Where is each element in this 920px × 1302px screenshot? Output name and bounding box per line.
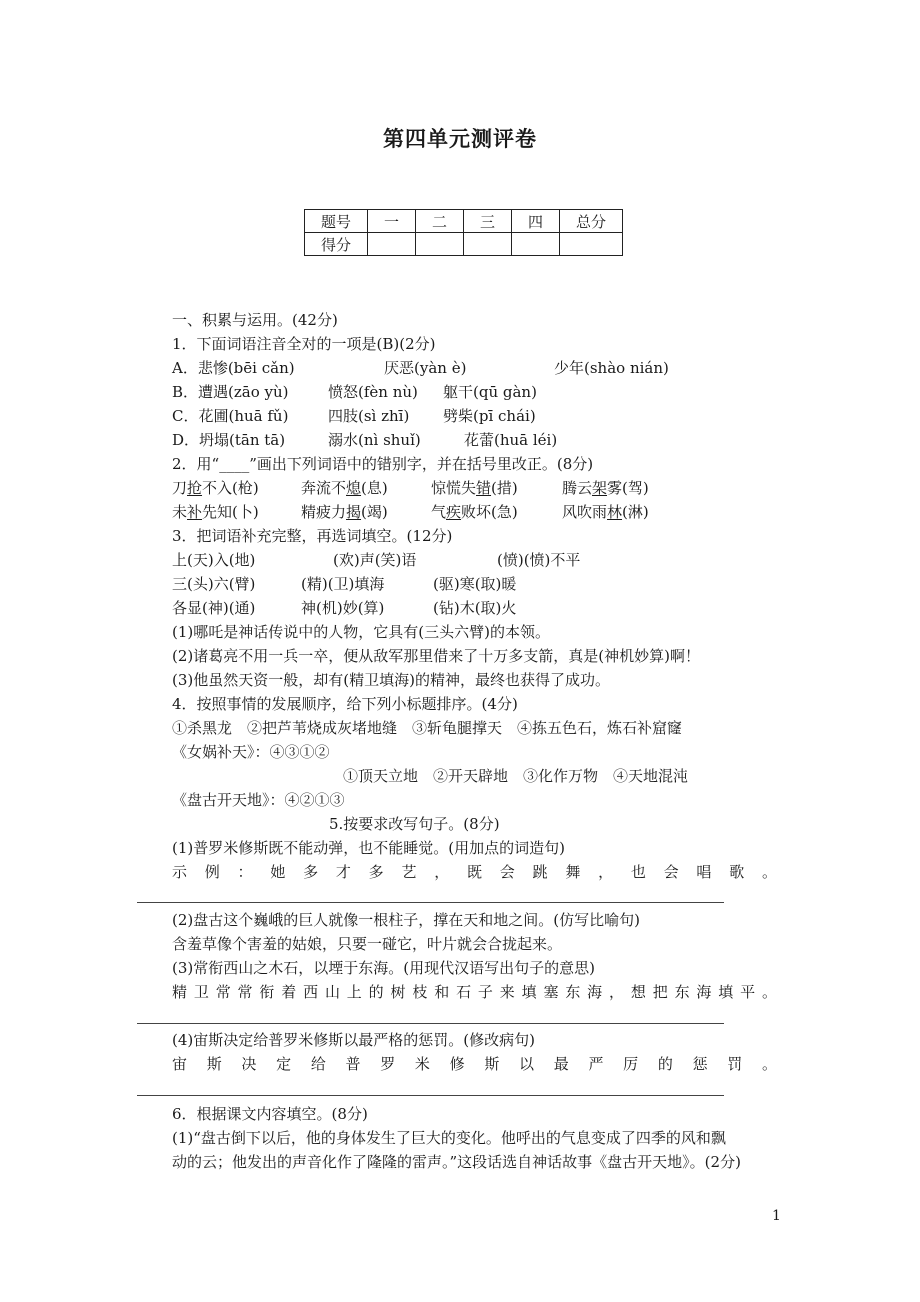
wrong-char: 补 bbox=[187, 503, 203, 521]
word-item: (欢)声(笑)语 bbox=[333, 551, 417, 569]
wrong-char: 林 bbox=[607, 503, 623, 521]
word-item: 三(头)六(臂) bbox=[172, 575, 256, 593]
option-d-1: D．坍塌(tān tā) bbox=[172, 431, 286, 449]
answer-line bbox=[137, 1095, 724, 1096]
score-input-cell[interactable] bbox=[560, 233, 623, 256]
option-c-2: 四肢(sì zhī) bbox=[328, 407, 410, 425]
page-number: 1 bbox=[772, 1208, 781, 1224]
answer-text: 宙斯决定给普罗米修斯以最严厉的惩罚。 bbox=[172, 1055, 777, 1073]
score-input-cell[interactable] bbox=[512, 233, 560, 256]
table-cell: 题号 bbox=[305, 210, 368, 233]
prompt-text: (1)普罗米修斯既不能动弹，也不能睡觉。(用加点的词造句) bbox=[172, 839, 565, 857]
word-item: (钻)木(取)火 bbox=[433, 599, 517, 617]
table-cell: 三 bbox=[464, 210, 512, 233]
option-a-1: A．悲惨(bēi cǎn) bbox=[172, 359, 295, 377]
option-a-2: 厌恶(yàn è) bbox=[384, 359, 467, 377]
table-cell: 得分 bbox=[305, 233, 368, 256]
option-d-2: 溺水(nì shuǐ) bbox=[328, 431, 421, 449]
option-c-3: 劈柴(pī chái) bbox=[443, 407, 536, 425]
table-cell: 总分 bbox=[560, 210, 623, 233]
table-row bbox=[305, 233, 623, 256]
page-title: 第四单元测评卷 bbox=[383, 127, 537, 151]
table-cell: 二 bbox=[416, 210, 464, 233]
table-cell: 四 bbox=[512, 210, 560, 233]
fill-sentence: (2)诸葛亮不用一兵一卒，便从敌军那里借来了十万多支箭，真是(神机妙算)啊！ bbox=[172, 647, 700, 665]
word-item: (驱)寒(取)暖 bbox=[433, 575, 517, 593]
fill-sentence: (1)哪吒是神话传说中的人物，它具有(三头六臂)的本领。 bbox=[172, 623, 550, 641]
answer-line bbox=[137, 1023, 724, 1024]
answer-text: 精卫常常衔着西山上的树枝和石子来填塞东海，想把东海填平。 bbox=[172, 983, 777, 1001]
word-item: 风吹雨林(淋) bbox=[562, 503, 649, 521]
question-stem: 5.按要求改写句子。(8分) bbox=[329, 815, 500, 833]
wrong-char: 错 bbox=[476, 479, 492, 497]
wrong-char: 揭 bbox=[346, 503, 362, 521]
word-item: (愤)(愤)不平 bbox=[497, 551, 581, 569]
answer-text: 含羞草像个害羞的姑娘，只要一碰它，叶片就会合拢起来。 bbox=[172, 935, 563, 953]
word-item: 刀抢不入(枪) bbox=[172, 479, 259, 497]
word-item: (精)(卫)填海 bbox=[301, 575, 385, 593]
wrong-char: 抢 bbox=[187, 479, 203, 497]
option-a-3: 少年(shào nián) bbox=[554, 359, 669, 377]
paragraph-line: 动的云；他发出的声音化作了隆隆的雷声。”这段话选自神话故事《盘古开天地》。(2分) bbox=[172, 1153, 741, 1171]
heading-list: ①顶天立地 ②开天辟地 ③化作万物 ④天地混沌 bbox=[343, 767, 689, 785]
question-stem: 2．用“____”画出下列词语中的错别字，并在括号里改正。(8分) bbox=[172, 455, 594, 473]
answer-text: 《女娲补天》：④③①② bbox=[172, 743, 330, 761]
table-row bbox=[305, 210, 623, 233]
fill-sentence: (3)他虽然天资一般，却有(精卫填海)的精神，最终也获得了成功。 bbox=[172, 671, 610, 689]
option-c-1: C．花圃(huā fǔ) bbox=[172, 407, 289, 425]
answer-text: 《盘古开天地》：④②①③ bbox=[172, 791, 345, 809]
option-b-3: 躯干(qū gàn) bbox=[443, 383, 537, 401]
option-d-3: 花蕾(huā léi) bbox=[464, 431, 558, 449]
option-b-2: 愤怒(fèn nù) bbox=[328, 383, 418, 401]
score-input-cell[interactable] bbox=[464, 233, 512, 256]
heading-list: ①杀黑龙 ②把芦苇烧成灰堵地缝 ③斩龟腿撑天 ④拣五色石，炼石补窟窿 bbox=[172, 719, 683, 737]
word-item: 惊慌失错(措) bbox=[431, 479, 518, 497]
table-cell: 一 bbox=[368, 210, 416, 233]
prompt-text: (2)盘古这个巍峨的巨人就像一根柱子，撑在天和地之间。(仿写比喻句) bbox=[172, 911, 640, 929]
question-stem: 3．把词语补充完整，再选词填空。(12分) bbox=[172, 527, 453, 545]
wrong-char: 疾 bbox=[446, 503, 462, 521]
prompt-text: (3)常衔西山之木石，以堙于东海。(用现代汉语写出句子的意思) bbox=[172, 959, 595, 977]
section-heading: 一、积累与运用。(42分) bbox=[172, 311, 338, 329]
answer-text: 示例：她多才多艺，既会跳舞，也会唱歌。 bbox=[172, 863, 777, 881]
word-item: 上(天)入(地) bbox=[172, 551, 256, 569]
answer-line bbox=[137, 902, 724, 903]
word-item: 未补先知(卜) bbox=[172, 503, 259, 521]
paragraph-line: (1)“盘古倒下以后，他的身体发生了巨大的变化。他呼出的气息变成了四季的风和飘 bbox=[172, 1129, 726, 1147]
wrong-char: 熄 bbox=[346, 479, 362, 497]
question-stem: 6．根据课文内容填空。(8分) bbox=[172, 1105, 368, 1123]
word-item: 精疲力揭(竭) bbox=[301, 503, 388, 521]
word-item: 腾云架雾(驾) bbox=[562, 479, 649, 497]
prompt-text: (4)宙斯决定给普罗米修斯以最严格的惩罚。(修改病句) bbox=[172, 1031, 535, 1049]
score-table bbox=[304, 209, 623, 256]
question-stem: 4．按照事情的发展顺序，给下列小标题排序。(4分) bbox=[172, 695, 518, 713]
wrong-char: 架 bbox=[592, 479, 608, 497]
score-input-cell[interactable] bbox=[416, 233, 464, 256]
word-item: 气疾败坏(急) bbox=[431, 503, 518, 521]
word-item: 奔流不熄(息) bbox=[301, 479, 388, 497]
word-item: 神(机)妙(算) bbox=[301, 599, 385, 617]
word-item: 各显(神)(通) bbox=[172, 599, 256, 617]
score-input-cell[interactable] bbox=[368, 233, 416, 256]
question-stem: 1．下面词语注音全对的一项是(B)(2分) bbox=[172, 335, 436, 353]
option-b-1: B．遭遇(zāo yù) bbox=[172, 383, 289, 401]
